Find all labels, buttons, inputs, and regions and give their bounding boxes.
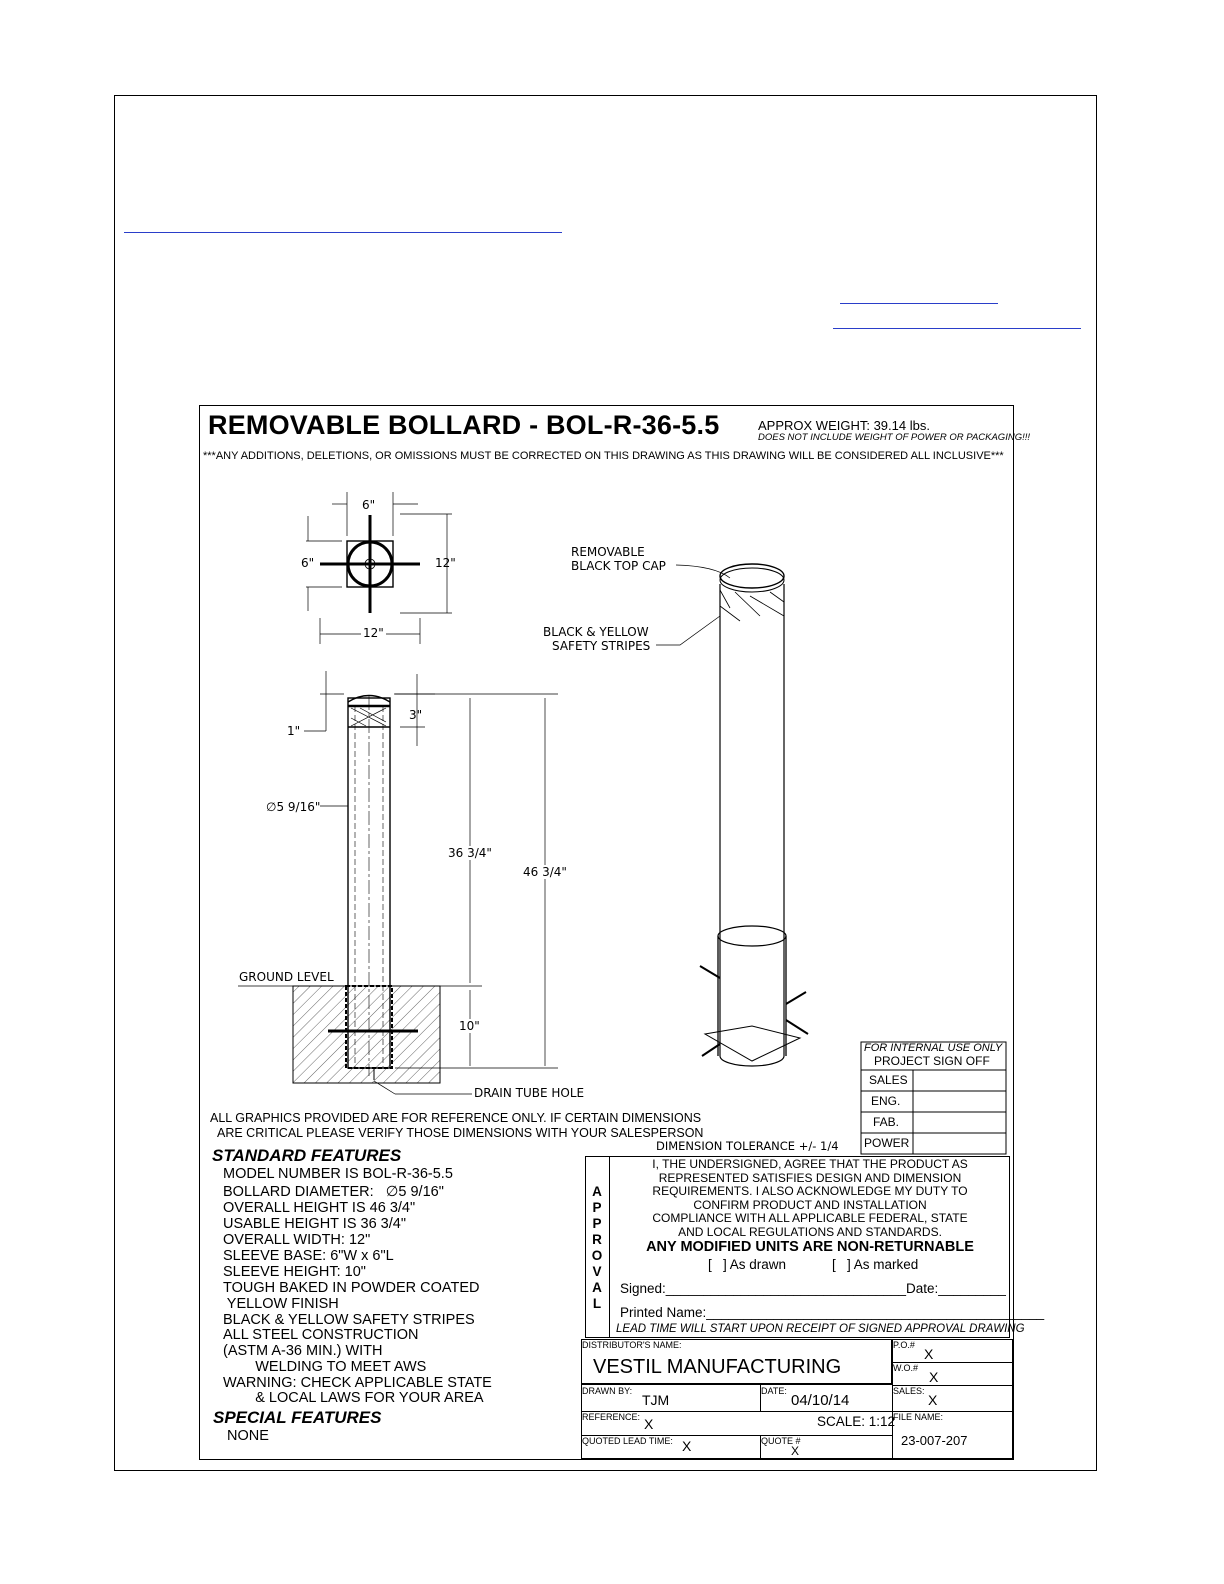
special-features-heading: SPECIAL FEATURES bbox=[213, 1408, 382, 1427]
drawing-title: REMOVABLE BOLLARD - BOL-R-36-5.5 bbox=[208, 410, 720, 440]
weight-note: DOES NOT INCLUDE WEIGHT OF POWER OR PACKAGING!!! bbox=[758, 432, 1031, 443]
date-value: 04/10/14 bbox=[791, 1392, 850, 1409]
hyperlink-underline[interactable] bbox=[124, 232, 562, 233]
signoff-row-power: POWER bbox=[864, 1136, 910, 1150]
drawn-value: TJM bbox=[642, 1392, 670, 1408]
dim-stripe-height: 3" bbox=[409, 708, 423, 722]
feature-item: BLACK & YELLOW SAFETY STRIPES bbox=[223, 1312, 475, 1328]
feature-item: TOUGH BAKED IN POWDER COATED bbox=[223, 1280, 480, 1296]
top-view bbox=[306, 492, 452, 644]
approval-statement-line: COMPLIANCE WITH ALL APPLICABLE FEDERAL, STATE bbox=[652, 1211, 968, 1225]
signoff-row-eng: ENG. bbox=[871, 1094, 901, 1108]
approval-statement bbox=[612, 1158, 1008, 1239]
feature-item: WARNING: CHECK APPLICABLE STATE bbox=[223, 1375, 492, 1391]
disclaimer-line1: ALL GRAPHICS PROVIDED ARE FOR REFERENCE ONLY. IF CERTAIN DIMENSIONS bbox=[210, 1111, 702, 1125]
feature-item: ALL STEEL CONSTRUCTION bbox=[223, 1327, 419, 1343]
approval-letter: A bbox=[592, 1184, 602, 1199]
approval-letter: V bbox=[592, 1264, 602, 1279]
disclaimer-line2: ARE CRITICAL PLEASE VERIFY THOSE DIMENSIONS WITH YOUR SALESPERSON bbox=[217, 1126, 704, 1140]
drawn-label: DRAWN BY: bbox=[582, 1386, 633, 1396]
feature-item: OVERALL HEIGHT IS 46 3/4" bbox=[223, 1200, 416, 1216]
quote-label: QUOTE # bbox=[761, 1436, 801, 1446]
file-value: 23-007-207 bbox=[901, 1433, 968, 1448]
reference-label: REFERENCE: bbox=[582, 1412, 641, 1422]
approval-letter: O bbox=[591, 1248, 603, 1263]
inclusive-notice: ***ANY ADDITIONS, DELETIONS, OR OMISSIONS MUST BE CORRECTED ON THIS DRAWING AS THIS DRAWING WILL BE CONSIDERED ALL INCLUSIVE*** bbox=[203, 450, 1004, 462]
feature-item: WELDING TO MEET AWS bbox=[223, 1359, 427, 1375]
lead-time-note: LEAD TIME WILL START UPON RECEIPT OF SIGNED APPROVAL DRAWING bbox=[616, 1323, 1025, 1335]
stripes-callout-line2: SAFETY STRIPES bbox=[552, 639, 651, 653]
lead-label: QUOTED LEAD TIME: bbox=[582, 1436, 673, 1446]
feature-item: OVERALL WIDTH: 12" bbox=[223, 1232, 371, 1248]
option-as-marked[interactable]: [ ] As marked bbox=[832, 1257, 919, 1272]
dim-cap-offset: 1" bbox=[287, 724, 301, 738]
feature-item: MODEL NUMBER IS BOL-R-36-5.5 bbox=[223, 1166, 453, 1182]
distributor-label: DISTRIBUTOR'S NAME: bbox=[582, 1340, 682, 1350]
approval-statement-line: I, THE UNDERSIGNED, AGREE THAT THE PRODUCT AS bbox=[652, 1157, 968, 1171]
option-as-drawn[interactable]: [ ] As drawn bbox=[708, 1257, 787, 1272]
approval-side-label bbox=[591, 1184, 603, 1312]
drawing-sheet bbox=[199, 405, 1045, 1460]
non-returnable-warning: ANY MODIFIED UNITS ARE NON-RETURNABLE bbox=[646, 1239, 974, 1255]
dim-overall-height: 46 3/4" bbox=[523, 865, 567, 879]
special-features-value: NONE bbox=[227, 1428, 269, 1444]
dim-left-width: 6" bbox=[301, 556, 315, 570]
reference-value: X bbox=[644, 1416, 654, 1432]
cap-callout-line2: BLACK TOP CAP bbox=[571, 559, 666, 573]
approval-letter: L bbox=[592, 1296, 602, 1311]
stripes-callout-line1: BLACK & YELLOW bbox=[543, 625, 649, 639]
feature-item: USABLE HEIGHT IS 36 3/4" bbox=[223, 1216, 406, 1232]
scale-value: SCALE: 1:12 bbox=[817, 1414, 896, 1429]
sales-value: X bbox=[928, 1392, 938, 1408]
approval-statement-line: CONFIRM PRODUCT AND INSTALLATION bbox=[693, 1197, 927, 1212]
signoff-header-2: PROJECT SIGN OFF bbox=[874, 1054, 990, 1068]
drain-hole-label: DRAIN TUBE HOLE bbox=[474, 1086, 585, 1100]
distributor-value: VESTIL MANUFACTURING bbox=[593, 1356, 842, 1378]
approval-letter: A bbox=[592, 1280, 602, 1295]
feature-item: BOLLARD DIAMETER: ∅5 9/16" bbox=[223, 1184, 444, 1200]
feature-item: SLEEVE HEIGHT: 10" bbox=[223, 1264, 366, 1280]
quote-value: X bbox=[791, 1444, 800, 1458]
po-label: P.O.# bbox=[893, 1340, 915, 1350]
signoff-row-fab: FAB. bbox=[873, 1115, 900, 1129]
wo-label: W.O.# bbox=[893, 1363, 919, 1373]
approval-letter: P bbox=[592, 1200, 602, 1215]
dim-sleeve-height: 10" bbox=[459, 1019, 480, 1033]
signoff-row-sales: SALES bbox=[869, 1073, 908, 1087]
standard-features-heading: STANDARD FEATURES bbox=[212, 1146, 402, 1165]
file-label: FILE NAME: bbox=[893, 1412, 944, 1422]
dim-diameter: ∅5 9/16" bbox=[266, 800, 321, 814]
signoff-header-1: FOR INTERNAL USE ONLY bbox=[864, 1042, 1003, 1054]
approval-statement-line: REPRESENTED SATISFIES DESIGN AND DIMENSION bbox=[658, 1170, 962, 1185]
dimension-tolerance: DIMENSION TOLERANCE +/- 1/4 bbox=[656, 1139, 839, 1153]
hyperlink-underline[interactable] bbox=[833, 328, 1081, 329]
lead-value: X bbox=[682, 1438, 692, 1454]
signed-date-line[interactable]: Signed:________________________________Date:_________ bbox=[620, 1281, 1006, 1296]
side-view bbox=[238, 671, 558, 1094]
dim-bottom-width: 12" bbox=[363, 626, 384, 640]
feature-item: (ASTM A-36 MIN.) WITH bbox=[223, 1343, 383, 1359]
approval-letter: P bbox=[592, 1216, 602, 1231]
approval-statement-line: REQUIREMENTS. I ALSO ACKNOWLEDGE MY DUTY TO bbox=[652, 1184, 968, 1198]
cap-callout-line1: REMOVABLE bbox=[571, 545, 645, 559]
wo-value: X bbox=[929, 1369, 939, 1385]
feature-item: SLEEVE BASE: 6"W x 6"L bbox=[223, 1248, 394, 1264]
dim-top-width: 6" bbox=[362, 498, 376, 512]
hyperlink-underline[interactable] bbox=[840, 303, 998, 304]
ground-level-label: GROUND LEVEL bbox=[239, 970, 334, 984]
approx-weight: APPROX WEIGHT: 39.14 lbs. bbox=[758, 418, 930, 433]
approval-statement-line: AND LOCAL REGULATIONS AND STANDARDS. bbox=[678, 1224, 942, 1239]
feature-item: YELLOW FINISH bbox=[223, 1296, 339, 1312]
sales-label: SALES: bbox=[893, 1386, 925, 1396]
dim-usable-height: 36 3/4" bbox=[448, 846, 492, 860]
feature-item: & LOCAL LAWS FOR YOUR AREA bbox=[223, 1390, 484, 1406]
approval-letter: R bbox=[592, 1232, 602, 1247]
iso-view bbox=[656, 564, 808, 1066]
po-value: X bbox=[924, 1346, 934, 1362]
dim-right-height: 12" bbox=[435, 556, 456, 570]
date-label: DATE: bbox=[761, 1386, 787, 1396]
printed-name-line[interactable]: Printed Name:_____________________________________________ bbox=[620, 1305, 1045, 1320]
